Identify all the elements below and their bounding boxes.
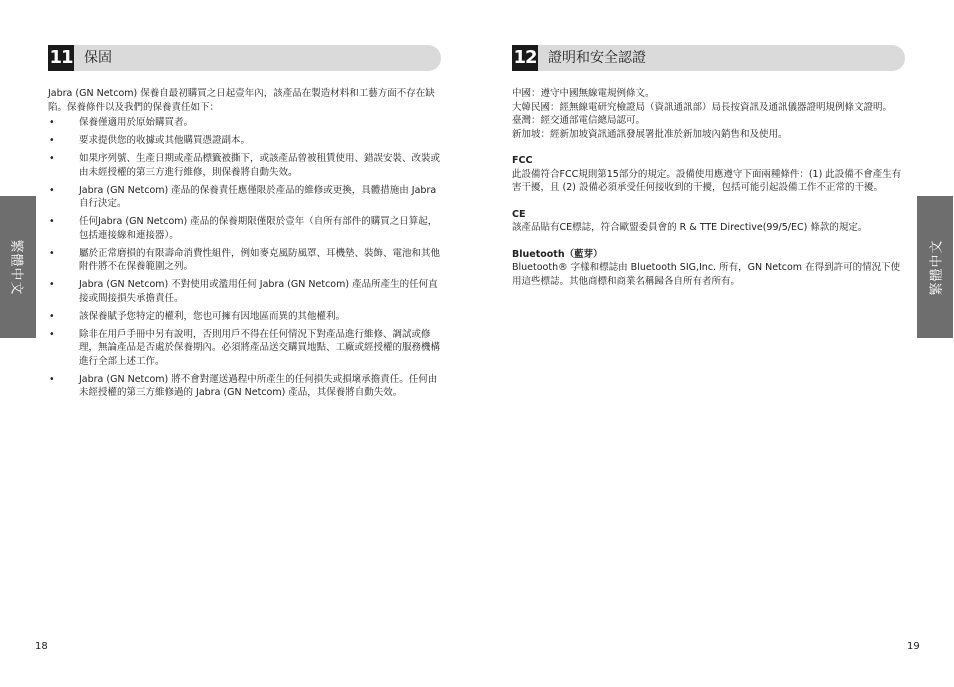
list-item	[48, 373, 440, 400]
warranty-intro: Jabra (GN Netcom) 保養自最初購買之日起壹年內，該產品在製造材料和工藝方面不存在缺陷。保養條件以及我們的保養責任如下：	[48, 88, 435, 113]
bullet-icon: •	[49, 184, 55, 196]
section-title: 保固	[84, 50, 112, 66]
list-item-text: 如果序列號、生產日期或產品標籤被撕下，或該產品曾被租賃使用、錯誤安裝、改裝或由未經授權的第三方進行維修，則保養將自動失效。	[79, 153, 441, 178]
list-item-text: Jabra (GN Netcom) 將不會對運送過程中所產生的任何損失或損壞承擔責任。任何由未經授權的第三方維修過的 Jabra (GN Netcom) 產品，其保養將自動失效。	[79, 373, 438, 398]
list-item	[48, 278, 440, 305]
section-title: 證明和安全認證	[548, 50, 646, 66]
language-label: 繁體中文	[8, 238, 24, 296]
language-label: 繁體中文	[929, 238, 945, 296]
ce-section	[512, 208, 904, 235]
bullet-icon: •	[49, 310, 55, 322]
ce-text: 該產品貼有CE標誌，符合歐盟委員會的 R & TTE Directive(99/5/EC) 條款的規定。	[512, 222, 868, 233]
list-item	[48, 215, 440, 242]
right-page	[477, 0, 954, 687]
list-item-text: 除非在用戶手冊中另有說明，否則用戶不得在任何情況下對產品進行維修、調試或修理，無論產品是否處於保養期內。必須將產品送交購買地點、工廠或經授權的服務機構進行全部上述工作。	[79, 328, 441, 367]
cert-line-taiwan: 臺灣：經交通部電信總局認可。	[512, 115, 646, 126]
bullet-icon: •	[49, 279, 55, 290]
list-item-text: 該保養賦予您特定的權利，您也可擁有因地區而異的其他權利。	[79, 310, 346, 322]
bluetooth-text: Bluetooth® 字樣和標誌由 Bluetooth SIG,Inc. 所有，GN Netcom 在得到許可的情況下使用這些標誌。其他商標和商業名稱歸各自所有者所有。	[512, 262, 901, 287]
section-11-header	[48, 45, 441, 71]
list-item-text: 要求提供您的收據或其他購買憑證副本。	[79, 135, 251, 146]
cert-line-korea: 大韓民國：經無線電研究檢證局（資訊通訊部）局長按資訊及通訊儀器證明規例條文證明。	[512, 101, 893, 113]
list-item	[48, 247, 440, 274]
ce-title: CE	[512, 208, 526, 220]
fcc-section	[512, 154, 904, 195]
bullet-icon: •	[49, 247, 55, 259]
fcc-text: 此設備符合FCC規則第15部分的規定。設備使用應遵守下面兩種條件：(1) 此設備不會產生有害干擾，且 (2) 設備必須承受任何接收到的干擾，包括可能引起設備工作不正常的干擾。	[512, 168, 902, 193]
page-number: 18	[35, 641, 48, 652]
list-item-text: Jabra (GN Netcom) 不對使用或濫用任何 Jabra (GN Netcom) 產品所產生的任何直接或間接損失承擔責任。	[79, 279, 438, 304]
bullet-icon: •	[49, 135, 55, 146]
list-item	[48, 116, 440, 130]
list-item-text: Jabra (GN Netcom) 產品的保養責任應僅限於產品的維修或更換，具體措施由 Jabra 自行決定。	[79, 184, 437, 209]
certification-content	[512, 87, 904, 288]
list-item	[48, 152, 440, 179]
bullet-icon: •	[49, 328, 55, 340]
fcc-title: FCC	[512, 155, 533, 166]
language-side-tab	[0, 196, 36, 338]
warranty-content	[48, 87, 440, 404]
bullet-icon: •	[49, 373, 55, 385]
list-item	[48, 310, 440, 324]
warranty-list	[48, 116, 440, 400]
bluetooth-section	[512, 248, 904, 289]
list-item-text: 任何Jabra (GN Netcom) 產品的保養期限僅限於壹年（自所有部件的購買之日算起，包括連接線和連接器）。	[79, 216, 438, 241]
cert-line-singapore: 新加坡：經新加坡資訊通訊發展署批准於新加坡內銷售和及使用。	[512, 128, 788, 140]
bluetooth-title: Bluetooth（藍芽）	[512, 248, 603, 260]
section-12-header	[512, 45, 905, 71]
language-side-tab	[917, 196, 953, 338]
section-number-box: 11	[48, 45, 74, 71]
list-item	[48, 184, 440, 211]
page-number: 19	[907, 641, 920, 652]
bullet-icon: •	[49, 153, 55, 164]
list-item-text: 屬於正常磨損的有限壽命消費性組件，例如麥克風防風罩、耳機墊、裝飾、電池和其他附件將不在保養範圍之列。	[79, 247, 441, 272]
list-item-text: 保養僅適用於原始購買者。	[79, 117, 194, 128]
section-number-box: 12	[512, 45, 538, 71]
cert-line-china: 中國：遵守中國無線電規例條文。	[512, 88, 655, 99]
bullet-icon: •	[49, 216, 55, 227]
list-item	[48, 328, 440, 369]
list-item	[48, 134, 440, 148]
bullet-icon: •	[49, 117, 55, 128]
